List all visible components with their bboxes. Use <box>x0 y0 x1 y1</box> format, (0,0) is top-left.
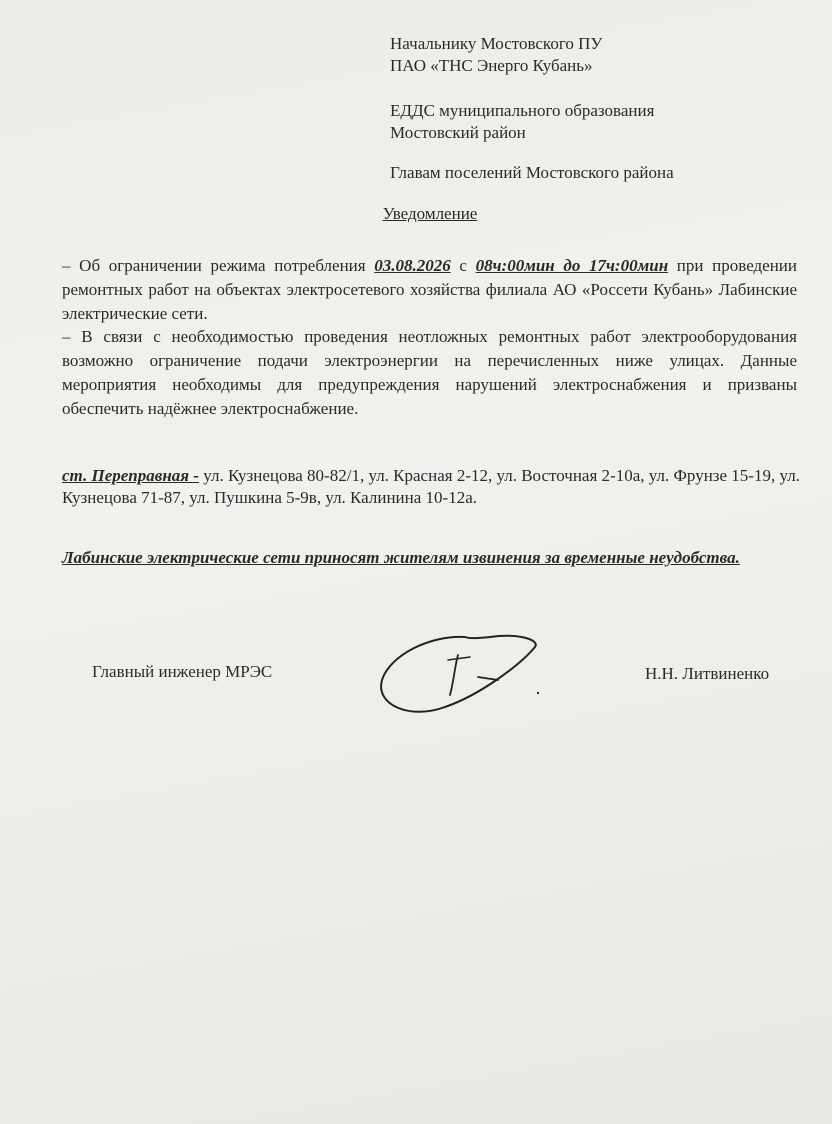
document-title: Уведомление <box>382 204 478 223</box>
outage-time: 08ч:00мин до 17ч:00мин <box>475 256 669 275</box>
recipient-line: Главам поселений Мостовского района <box>390 163 674 182</box>
outage-date: 03.08.2026 <box>374 256 451 275</box>
p1-suffix: при проведении ремонтных работ на объектах электросетевого хозяйства филиала АО «Россети Кубань» Лабинские электрические сети. <box>62 256 797 323</box>
recipient-block-1 <box>390 33 602 77</box>
signer-name: Н.Н. Литвиненко <box>645 664 770 683</box>
street-list <box>62 465 802 509</box>
recipient-block-3 <box>390 162 674 184</box>
recipient-line: Мостовский район <box>390 123 526 142</box>
handwritten-signature <box>370 625 550 725</box>
street-items: ул. Кузнецова 80-82/1, ул. Красная 2-12, ул. Восточная 2-10а, ул. Фрунзе 15-19, ул. Кузнецова 71-87, ул. Пушкина 5-9в, ул. Калинина 10-12а. <box>62 466 800 507</box>
recipient-line: Начальнику Мостовского ПУ <box>390 34 603 53</box>
recipient-line: ПАО «ТНС Энерго Кубань» <box>390 56 593 75</box>
recipient-block-2 <box>390 100 654 144</box>
recipient-line: ЕДДС муниципального образования <box>390 101 655 120</box>
settlement-name: ст. Переправная - <box>62 466 199 485</box>
notice-paragraph-2: – В связи с необходимостью проведения неотложных ремонтных работ электрооборудования возможно ограничение подачи электроэнергии на перечисленных ниже улицах. Данные мероприятия необходимы для предупреждения нарушений электроснабжения и призваны обеспечить надёжнее электроснабжение. <box>62 327 797 418</box>
signer-position: Главный инженер МРЭС <box>92 662 273 681</box>
apology-text: Лабинские электрические сети приносят жителям извинения за временные неудобства. <box>62 548 740 567</box>
p1-mid: с <box>450 256 476 275</box>
notice-paragraph-1 <box>62 254 797 326</box>
p1-prefix: – Об ограничении режима потребления <box>62 256 375 275</box>
